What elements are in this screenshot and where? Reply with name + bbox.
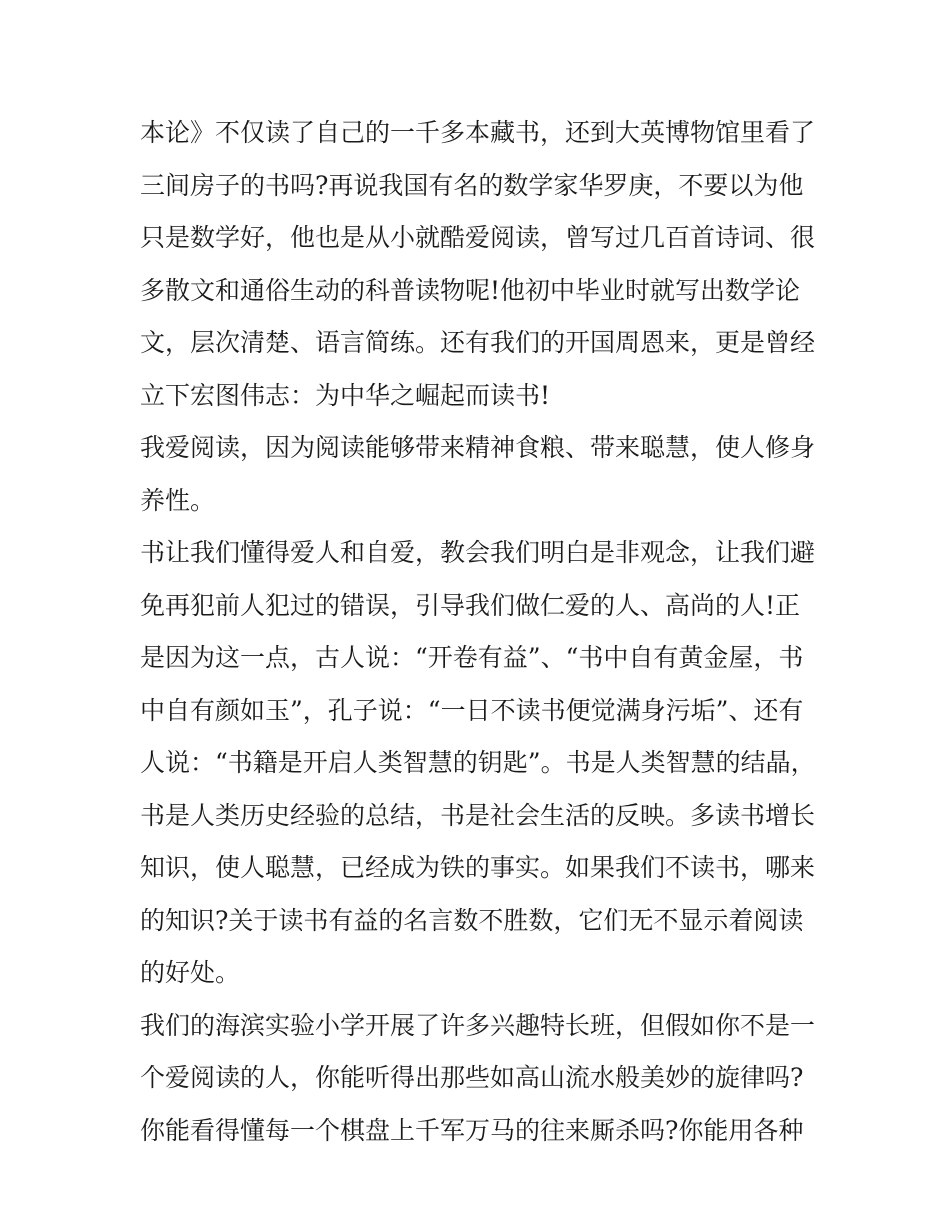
text-line: 立下宏图伟志：为中华之崛起而读书! xyxy=(140,380,551,410)
text-line: 养性。 xyxy=(140,485,216,515)
text-line: 多散文和通俗生动的科普读物呢!他初中毕业时就写出数学论 xyxy=(140,275,801,305)
text-line: 的知识?关于读书有益的名言数不胜数，它们无不显示着阅读 xyxy=(140,905,804,935)
text-line: 免再犯前人犯过的错误，引导我们做仁爱的人、高尚的人!正 xyxy=(140,590,801,620)
text-line: 个爱阅读的人，你能听得出那些如高山流水般美妙的旋律吗? xyxy=(140,1063,804,1092)
text-line: 书是人类历史经验的总结，书是社会生活的反映。多读书增长 xyxy=(140,800,816,830)
text-line: 人说：“书籍是开启人类智慧的钥匙”。书是人类智慧的结晶， xyxy=(140,748,816,777)
text-line: 书让我们懂得爱人和自爱，教会我们明白是非观念，让我们避 xyxy=(140,538,816,567)
text-line: 文，层次清楚、语言简练。还有我们的开国周恩来，更是曾经 xyxy=(140,328,816,357)
text-line: 三间房子的书吗?再说我国有名的数学家华罗庚，不要以为他 xyxy=(140,170,804,200)
text-line: 中自有颜如玉”，孔子说：“一日不读书便觉满身污垢”、还有 xyxy=(140,695,804,725)
text-line: 知识，使人聪慧，已经成为铁的事实。如果我们不读书，哪来 xyxy=(140,853,816,882)
text-line: 只是数学好，他也是从小就酷爱阅读，曾写过几百首诗词、很 xyxy=(140,223,816,252)
body-text xyxy=(140,107,830,1157)
text-line: 的好处。 xyxy=(140,958,241,987)
text-line: 你能看得懂每一个棋盘上千军万马的往来厮杀吗?你能用各种 xyxy=(140,1115,804,1145)
text-line: 我们的海滨实验小学开展了许多兴趣特长班，但假如你不是一 xyxy=(140,1010,816,1040)
text-line: 是因为这一点，古人说：“开卷有益”、“书中自有黄金屋，书 xyxy=(140,643,804,672)
text-line: 本论》不仅读了自己的一千多本藏书，还到大英博物馆里看了 xyxy=(140,118,816,147)
text-line: 我爱阅读，因为阅读能够带来精神食粮、带来聪慧，使人修身 xyxy=(140,433,816,462)
